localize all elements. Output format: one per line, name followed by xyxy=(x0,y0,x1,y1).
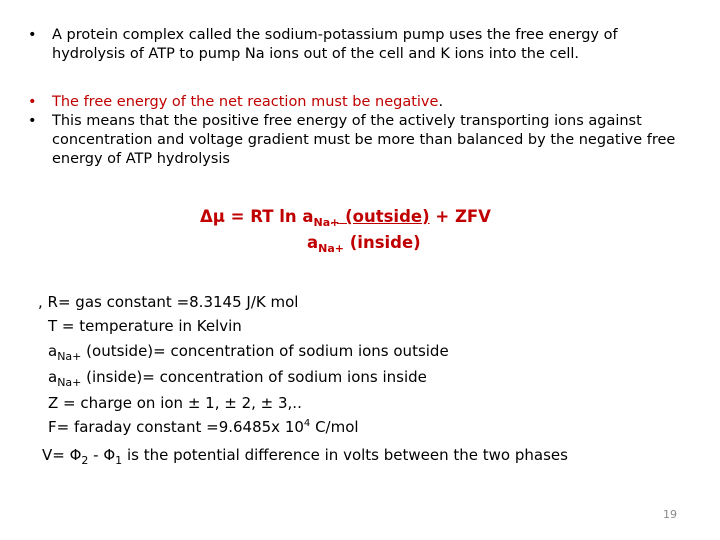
equation-num-subscript: Na+ xyxy=(313,216,340,229)
def-f-main: F= faraday constant =9.6485x 10 xyxy=(48,418,304,437)
equation-den-subscript: Na+ xyxy=(318,242,344,255)
equation-line-2 xyxy=(307,232,421,256)
bullet-text-highlight: The free energy of the net reaction must be negative xyxy=(52,94,439,110)
def-a-outside-a: a xyxy=(48,341,58,360)
equation-tail: + ZFV xyxy=(429,207,491,226)
def-a-inside-a: a xyxy=(48,367,58,386)
page-number: 19 xyxy=(663,508,677,521)
equation-den-rest: (inside) xyxy=(344,233,421,252)
def-a-outside-sub: Na+ xyxy=(57,349,82,363)
bullet-item xyxy=(22,93,682,112)
equation-num-rest: (outside) xyxy=(339,207,430,226)
def-f-unit: C/mol xyxy=(310,418,359,437)
bullet-item xyxy=(22,26,682,64)
equation-den-a: a xyxy=(307,233,319,252)
def-v xyxy=(38,443,688,469)
def-a-outside xyxy=(38,339,688,365)
def-t: T = temperature in Kelvin xyxy=(48,317,242,336)
def-v-mid: - Φ xyxy=(88,445,116,464)
equation-numerator xyxy=(313,207,430,229)
def-a-inside-rest: (inside)= concentration of sodium ions inside xyxy=(81,367,427,386)
def-f xyxy=(38,415,688,442)
def-v-rest: is the potential difference in volts between the two phases xyxy=(122,445,568,464)
def-v-pre: V= Φ xyxy=(42,445,82,464)
bullet-dot: • xyxy=(28,27,37,43)
def-a-outside-rest: (outside)= concentration of sodium ions outside xyxy=(81,341,449,360)
def-z: Z = charge on ion ± 1, ± 2, ± 3,.. xyxy=(48,394,302,413)
equation-lhs: Δμ = RT ln a xyxy=(200,207,314,226)
bullet-text-tail: . xyxy=(438,94,444,110)
bullet-list-top xyxy=(22,26,682,64)
def-f-exponent: 4 xyxy=(303,418,311,430)
def-v-sub2: 1 xyxy=(115,453,123,467)
def-a-inside xyxy=(38,365,688,391)
def-a-inside-sub: Na+ xyxy=(57,375,82,389)
def-r: , R= gas constant =8.3145 J/K mol xyxy=(38,293,299,311)
bullet-text: A protein complex called the sodium-potassium pump uses the free energy of hydrolysis of ATP to pump Na ions out of the cell and K ions into the cell. xyxy=(52,27,618,62)
equation-line-1 xyxy=(200,206,491,230)
bullet-text: This means that the positive free energy of the actively transporting ions against concentration and voltage gradient must be more than balanced by the negative free energy of ATP hydrolysis xyxy=(52,113,676,167)
bullet-dot: • xyxy=(28,113,37,129)
def-v-sub1: 2 xyxy=(81,453,89,467)
bullet-list-mid xyxy=(22,93,682,169)
bullet-item xyxy=(22,112,682,169)
definitions xyxy=(38,290,688,469)
bullet-dot: • xyxy=(28,94,37,110)
